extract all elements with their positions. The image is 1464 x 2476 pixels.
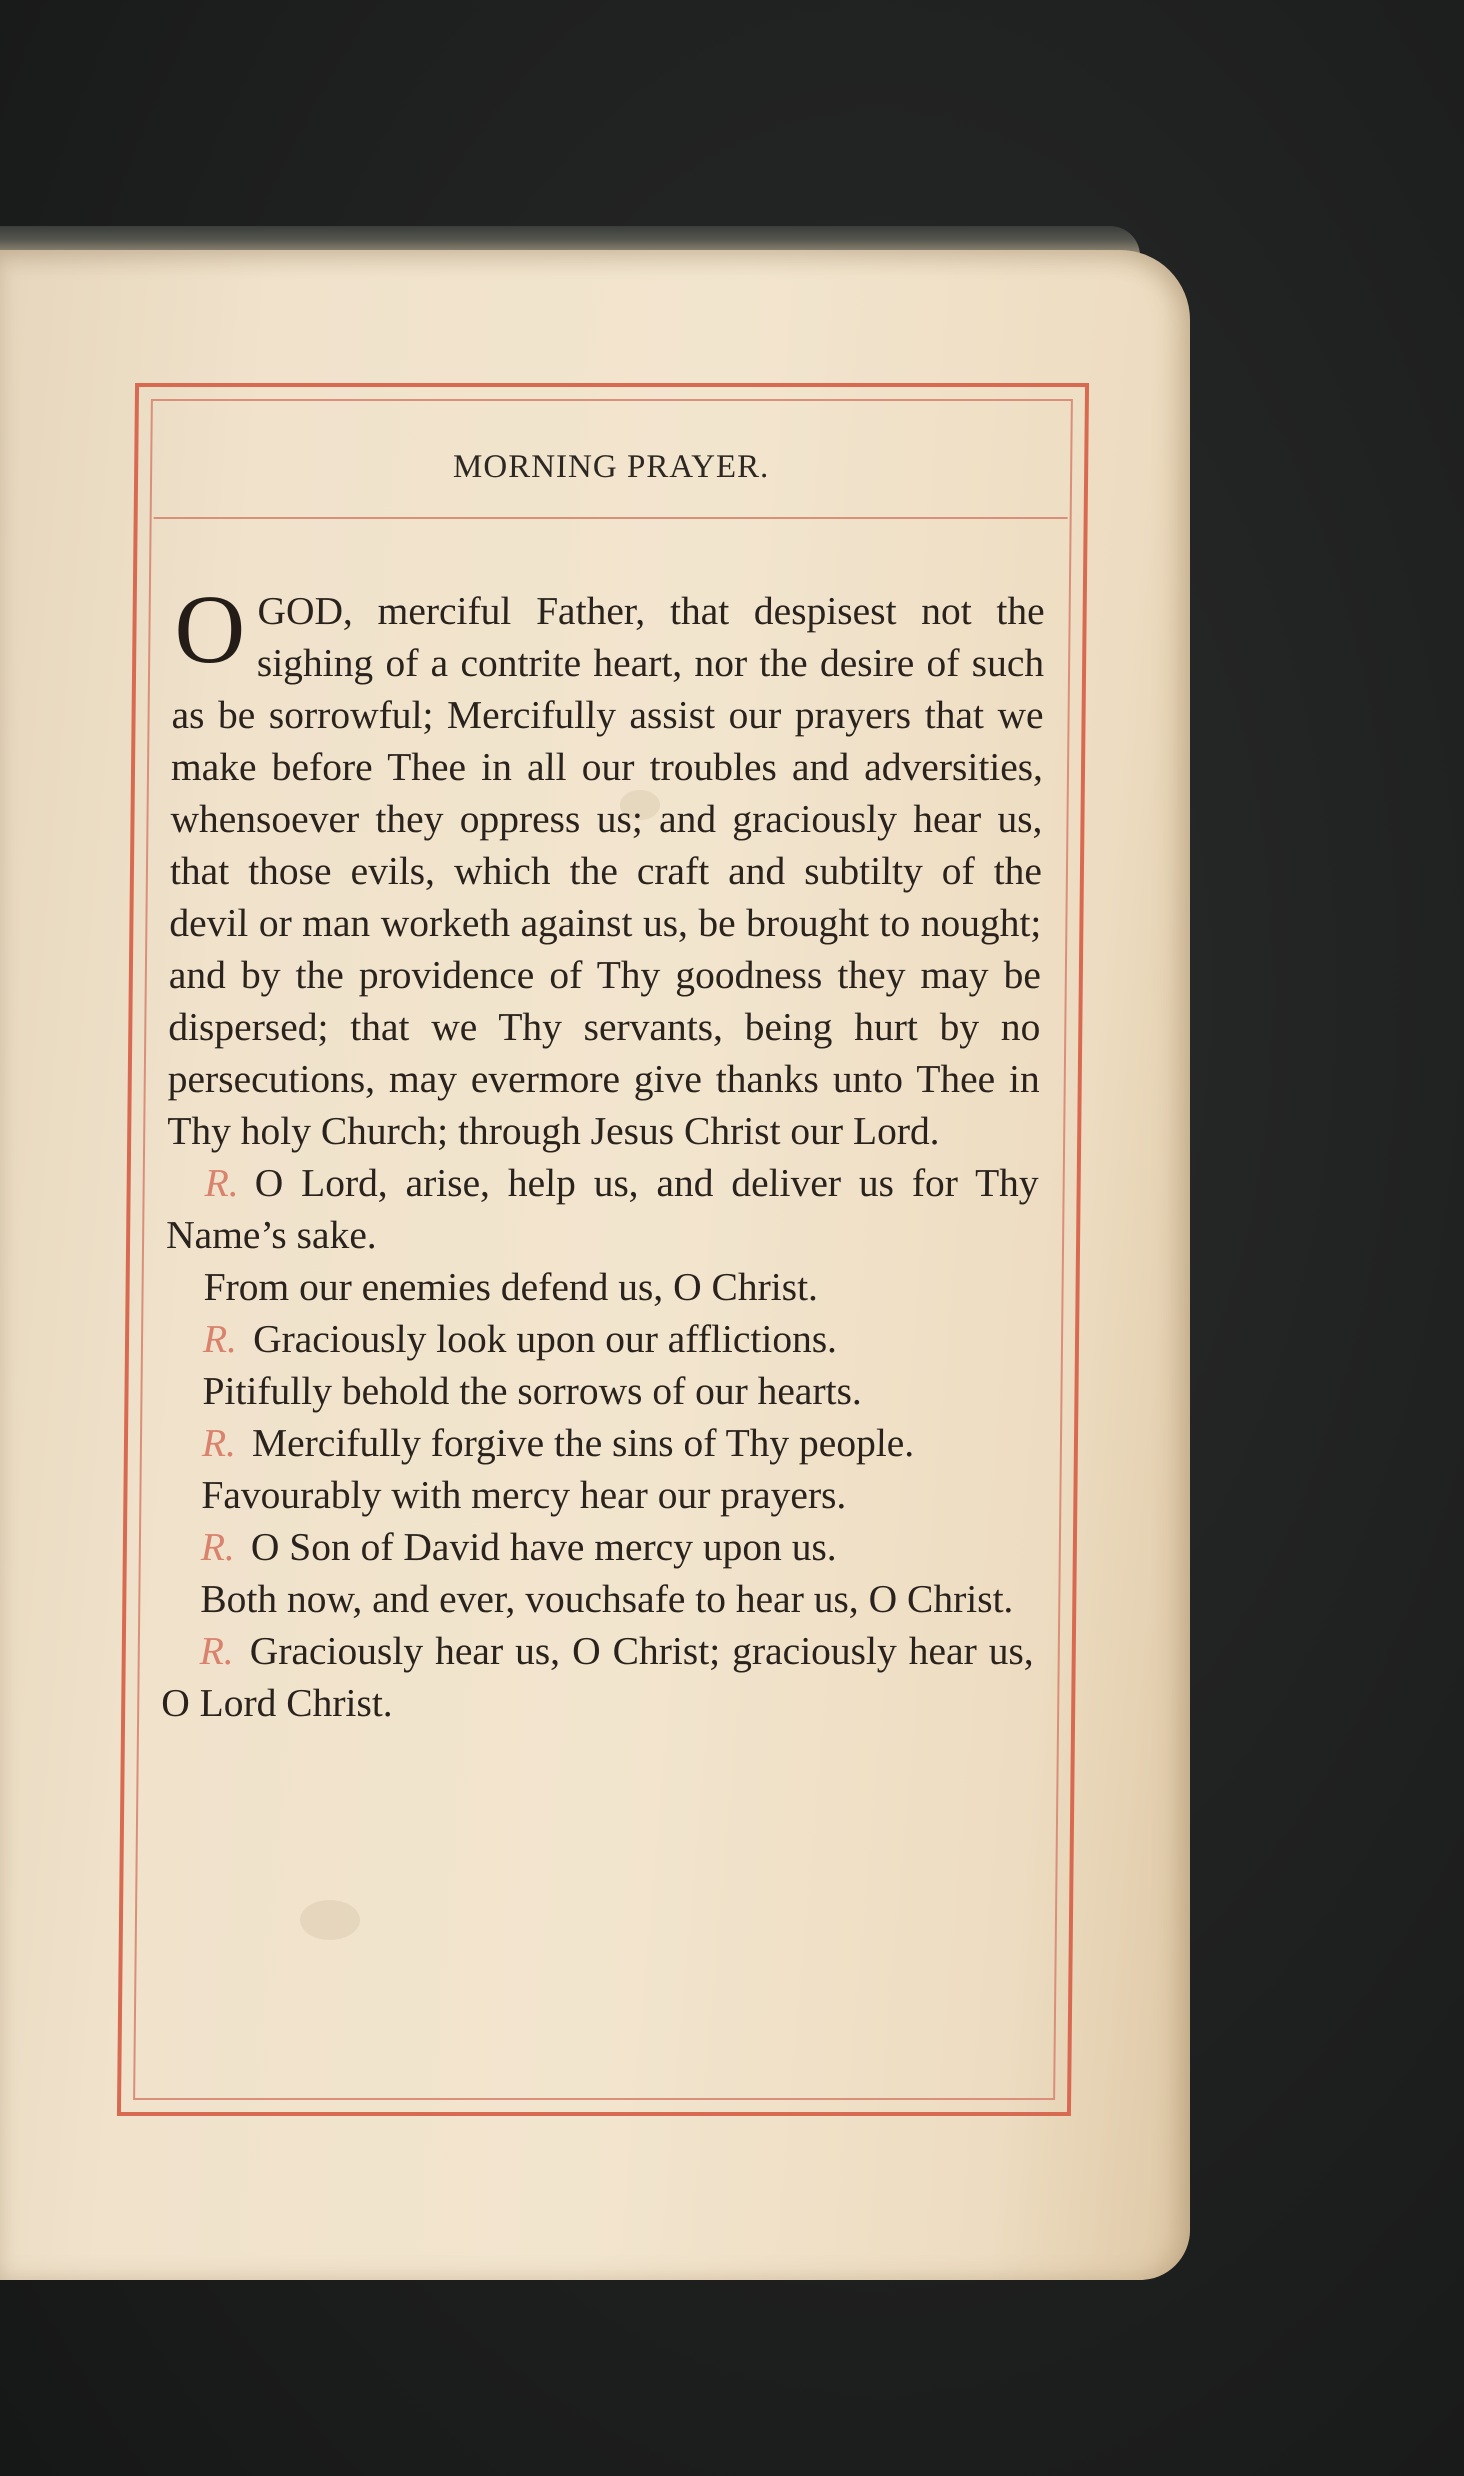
drop-cap: O: [173, 576, 246, 684]
collect-text: GOD, merciful Father, that despisest not the sighing of a contrite heart, nor the desire of such as be sorrowful; Mercifully assist our prayers that we make before Thee in all our troubles and adversities, whensoever they oppress us; and graciously hear us, that those evils, which the craft and subtilty of the devil or man worketh against us, be brought to nought; and by the providence of Thy goodness they may be dispersed; that we Thy servants, being hurt by no persecutions, may evermore give thanks unto Thee in Thy holy Church; through Jesus Christ our Lord.: [167, 589, 1045, 1153]
litany-list: [161, 1157, 1039, 1729]
response-line: [165, 1313, 1038, 1365]
litany-text: O Son of David have mercy upon us.: [250, 1525, 837, 1569]
litany-text: Pitifully behold the sorrows of our hearts.: [202, 1369, 863, 1413]
response-line: [161, 1625, 1034, 1729]
response-marker: R.: [199, 1629, 235, 1673]
litany-text: Graciously look upon our afflictions.: [252, 1317, 838, 1361]
response-marker: R.: [201, 1421, 237, 1465]
versicle-line: [162, 1573, 1035, 1625]
litany-text: Both now, and ever, vouchsafe to hear us, O Christ.: [200, 1577, 1014, 1621]
response-line: [163, 1521, 1036, 1573]
versicle-line: [163, 1469, 1036, 1521]
running-head: MORNING PRAYER.: [452, 449, 770, 485]
litany-text: Graciously hear us, O Christ; graciously hear us, O Lord Christ.: [161, 1629, 1035, 1725]
versicle-line: [164, 1365, 1037, 1417]
page-frame: [117, 383, 1089, 2116]
header-rule: [154, 517, 1068, 519]
prayer-text: [161, 576, 1045, 1729]
response-line: [166, 1157, 1039, 1261]
litany-text: O Lord, arise, help us, and deliver us for Thy Name’s sake.: [165, 1161, 1039, 1257]
litany-text: Mercifully forgive the sins of Thy people.: [251, 1421, 915, 1465]
response-line: [164, 1417, 1037, 1469]
response-marker: R.: [204, 1161, 239, 1205]
litany-text: Favourably with mercy hear our prayers.: [201, 1473, 847, 1517]
litany-text: From our enemies defend us, O Christ.: [203, 1265, 819, 1309]
response-marker: R.: [200, 1525, 236, 1569]
response-marker: R.: [202, 1317, 238, 1361]
versicle-line: [165, 1261, 1038, 1313]
collect-paragraph: [167, 576, 1045, 1157]
